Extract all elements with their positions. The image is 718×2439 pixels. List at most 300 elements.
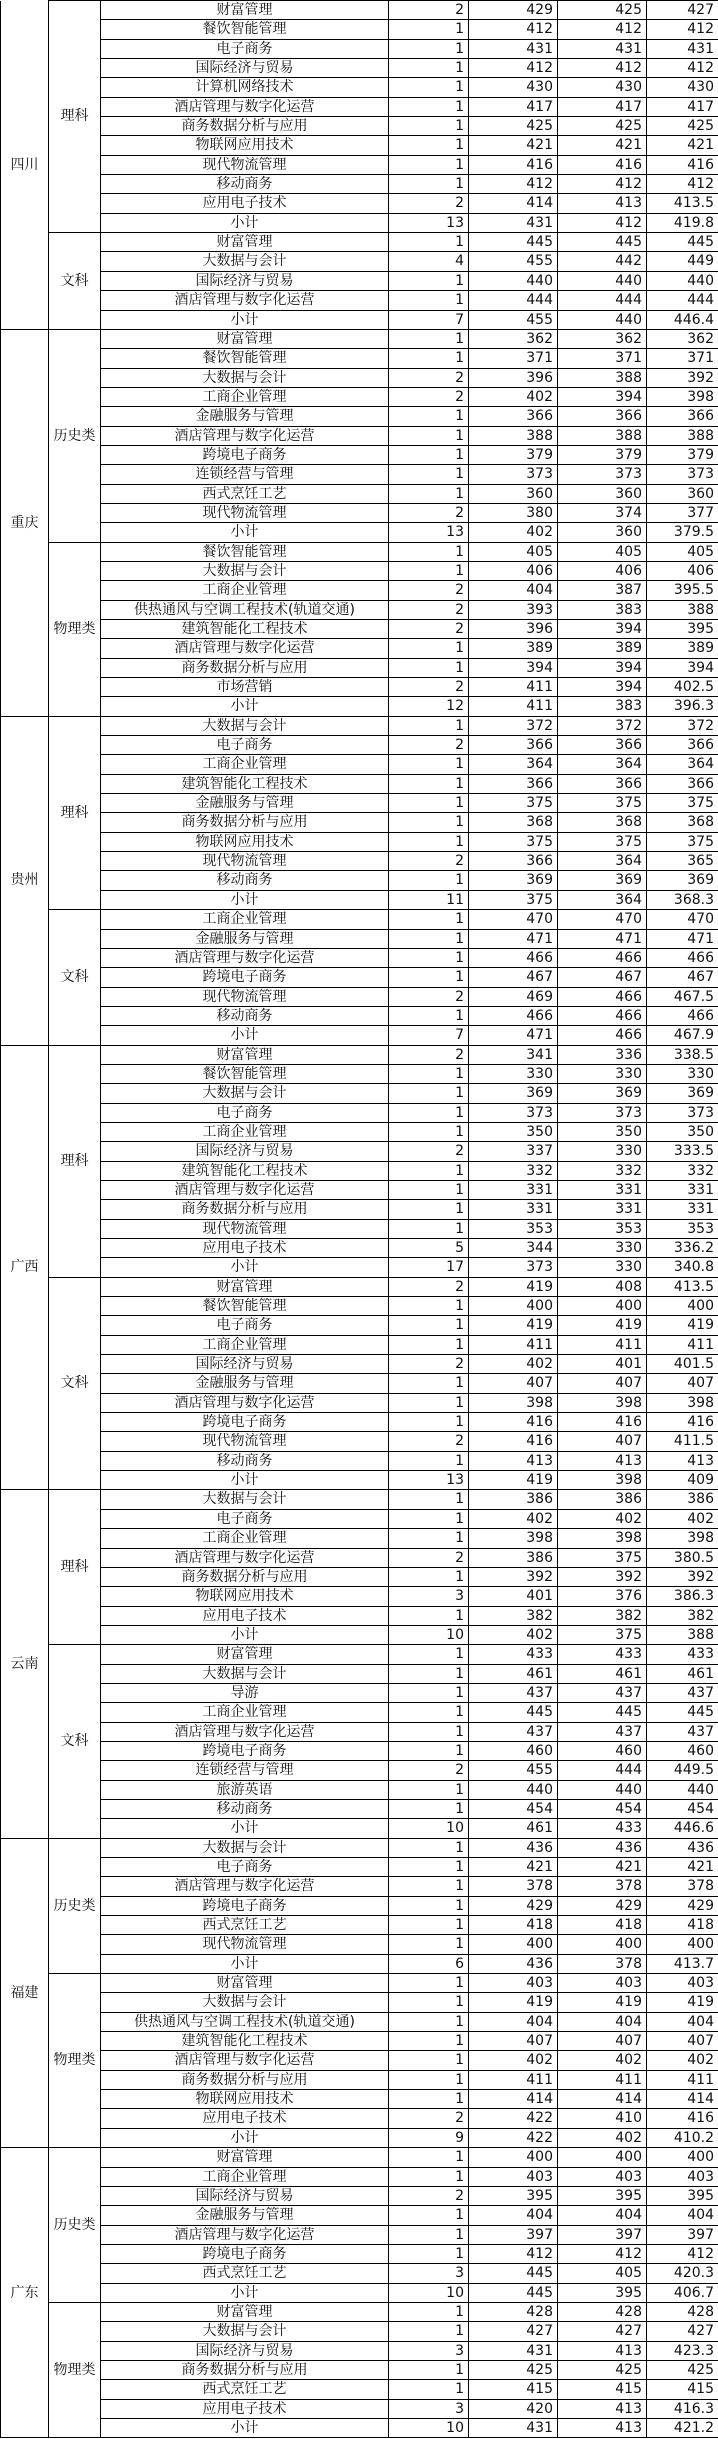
subtotal-row (1, 1471, 718, 1490)
avg-score-cell: 461 (647, 1664, 718, 1683)
table-row (1, 716, 718, 735)
major-cell: 跨境电子商务 (101, 968, 389, 987)
table-row (1, 1316, 718, 1335)
table-row (1, 97, 718, 116)
subject-cell: 历史类 (49, 329, 101, 542)
table-row (1, 136, 718, 155)
min-score-cell: 364 (558, 755, 647, 774)
avg-score-cell: 419.8 (647, 213, 718, 232)
major-cell: 工商企业管理 (101, 2167, 389, 2186)
subtotal-row (1, 310, 718, 329)
avg-score-cell: 372 (647, 716, 718, 735)
min-score-cell: 466 (558, 987, 647, 1006)
major-cell: 西式烹饪工艺 (101, 484, 389, 503)
min-score-cell: 366 (558, 736, 647, 755)
count-cell: 1 (389, 1200, 469, 1219)
count-cell: 1 (389, 1006, 469, 1025)
max-score-cell: 411 (469, 678, 558, 697)
max-score-cell: 368 (469, 813, 558, 832)
major-cell: 商务数据分析与应用 (101, 1567, 389, 1586)
table-row (1, 987, 718, 1006)
table-row (1, 78, 718, 97)
max-score-cell: 337 (469, 1142, 558, 1161)
count-cell: 10 (389, 2418, 469, 2437)
avg-score-cell: 416.3 (647, 2399, 718, 2418)
major-cell: 大数据与会计 (101, 1664, 389, 1683)
min-score-cell: 440 (558, 1780, 647, 1799)
max-score-cell: 440 (469, 271, 558, 290)
avg-score-cell: 375 (647, 794, 718, 813)
avg-score-cell: 416 (647, 2109, 718, 2128)
max-score-cell: 366 (469, 852, 558, 871)
count-cell: 13 (389, 213, 469, 232)
major-cell: 跨境电子商务 (101, 1896, 389, 1915)
table-row (1, 1006, 718, 1025)
max-score-cell: 369 (469, 1084, 558, 1103)
avg-score-cell: 433 (647, 1645, 718, 1664)
min-score-cell: 398 (558, 1529, 647, 1548)
avg-score-cell: 425 (647, 2360, 718, 2379)
avg-score-cell: 379 (647, 445, 718, 464)
count-cell: 1 (389, 2380, 469, 2399)
avg-score-cell: 382 (647, 1606, 718, 1625)
min-score-cell: 407 (558, 1374, 647, 1393)
count-cell: 1 (389, 1529, 469, 1548)
table-row (1, 484, 718, 503)
major-cell: 供热通风与空调工程技术(轨道交通) (101, 2012, 389, 2031)
major-cell: 移动商务 (101, 175, 389, 194)
max-score-cell: 392 (469, 1567, 558, 1586)
min-score-cell: 470 (558, 910, 647, 929)
min-score-cell: 417 (558, 97, 647, 116)
avg-score-cell: 411 (647, 2070, 718, 2089)
max-score-cell: 407 (469, 2032, 558, 2051)
max-score-cell: 431 (469, 2418, 558, 2437)
max-score-cell: 466 (469, 948, 558, 967)
max-score-cell: 437 (469, 1722, 558, 1741)
count-cell: 2 (389, 2186, 469, 2205)
subject-cell: 文科 (49, 910, 101, 1045)
avg-score-cell: 440 (647, 271, 718, 290)
max-score-cell: 412 (469, 59, 558, 78)
major-cell: 酒店管理与数字化运营 (101, 1722, 389, 1741)
max-score-cell: 331 (469, 1200, 558, 1219)
max-score-cell: 421 (469, 136, 558, 155)
avg-score-cell: 402.5 (647, 678, 718, 697)
table-row (1, 1239, 718, 1258)
avg-score-cell: 419 (647, 1993, 718, 2012)
max-score-cell: 373 (469, 465, 558, 484)
min-score-cell: 330 (558, 1258, 647, 1277)
table-row (1, 2206, 718, 2225)
count-cell: 1 (389, 136, 469, 155)
table-row (1, 1722, 718, 1741)
min-score-cell: 375 (558, 832, 647, 851)
count-cell: 2 (389, 368, 469, 387)
min-score-cell: 404 (558, 2012, 647, 2031)
avg-score-cell: 332 (647, 1161, 718, 1180)
min-score-cell: 360 (558, 484, 647, 503)
count-cell: 1 (389, 2148, 469, 2167)
avg-score-cell: 392 (647, 1567, 718, 1586)
count-cell: 2 (389, 1355, 469, 1374)
avg-score-cell: 415 (647, 2380, 718, 2399)
count-cell: 13 (389, 1471, 469, 1490)
avg-score-cell: 449.5 (647, 1761, 718, 1780)
max-score-cell: 428 (469, 2302, 558, 2321)
max-score-cell: 380 (469, 503, 558, 522)
max-score-cell: 330 (469, 1064, 558, 1083)
major-cell: 跨境电子商务 (101, 1741, 389, 1760)
min-score-cell: 412 (558, 20, 647, 39)
max-score-cell: 341 (469, 1045, 558, 1064)
max-score-cell: 420 (469, 2399, 558, 2418)
major-cell: 工商企业管理 (101, 387, 389, 406)
count-cell: 1 (389, 78, 469, 97)
table-row (1, 2051, 718, 2070)
avg-score-cell: 419 (647, 1316, 718, 1335)
max-score-cell: 416 (469, 1432, 558, 1451)
table-row (1, 2148, 718, 2167)
count-cell: 1 (389, 561, 469, 580)
table-row (1, 678, 718, 697)
avg-score-cell: 412 (647, 20, 718, 39)
min-score-cell: 411 (558, 2070, 647, 2089)
count-cell: 1 (389, 910, 469, 929)
count-cell: 1 (389, 755, 469, 774)
table-row (1, 2090, 718, 2109)
count-cell: 1 (389, 948, 469, 967)
avg-score-cell: 350 (647, 1122, 718, 1141)
max-score-cell: 332 (469, 1161, 558, 1180)
min-score-cell: 375 (558, 794, 647, 813)
min-score-cell: 376 (558, 1587, 647, 1606)
major-cell: 应用电子技术 (101, 2399, 389, 2418)
min-score-cell: 412 (558, 175, 647, 194)
avg-score-cell: 405 (647, 542, 718, 561)
avg-score-cell: 427 (647, 2322, 718, 2341)
major-cell: 国际经济与贸易 (101, 271, 389, 290)
major-cell: 工商企业管理 (101, 1529, 389, 1548)
major-cell: 移动商务 (101, 1006, 389, 1025)
major-cell: 大数据与会计 (101, 1993, 389, 2012)
table-row (1, 465, 718, 484)
count-cell: 1 (389, 1490, 469, 1509)
major-cell: 小计 (101, 1026, 389, 1045)
avg-score-cell: 421 (647, 136, 718, 155)
major-cell: 建筑智能化工程技术 (101, 620, 389, 639)
count-cell: 1 (389, 1916, 469, 1935)
count-cell: 17 (389, 1258, 469, 1277)
max-score-cell: 454 (469, 1799, 558, 1818)
count-cell: 2 (389, 1045, 469, 1064)
major-cell: 应用电子技术 (101, 2109, 389, 2128)
avg-score-cell: 389 (647, 639, 718, 658)
table-row (1, 2322, 718, 2341)
min-score-cell: 398 (558, 1471, 647, 1490)
max-score-cell: 407 (469, 1374, 558, 1393)
max-score-cell: 375 (469, 794, 558, 813)
table-row (1, 1529, 718, 1548)
major-cell: 大数据与会计 (101, 1084, 389, 1103)
min-score-cell: 413 (558, 2418, 647, 2437)
avg-score-cell: 436 (647, 1838, 718, 1857)
max-score-cell: 366 (469, 407, 558, 426)
count-cell: 1 (389, 271, 469, 290)
avg-score-cell: 413.5 (647, 194, 718, 213)
avg-score-cell: 353 (647, 1219, 718, 1238)
min-score-cell: 466 (558, 1006, 647, 1025)
count-cell: 1 (389, 1877, 469, 1896)
min-score-cell: 419 (558, 1316, 647, 1335)
count-cell: 1 (389, 2051, 469, 2070)
count-cell: 2 (389, 620, 469, 639)
max-score-cell: 411 (469, 697, 558, 716)
avg-score-cell: 362 (647, 329, 718, 348)
min-score-cell: 331 (558, 1200, 647, 1219)
min-score-cell: 402 (558, 1509, 647, 1528)
avg-score-cell: 467 (647, 968, 718, 987)
major-cell: 大数据与会计 (101, 1838, 389, 1857)
avg-score-cell: 429 (647, 1896, 718, 1915)
table-row (1, 271, 718, 290)
province-cell: 重庆 (1, 329, 49, 716)
avg-score-cell: 431 (647, 39, 718, 58)
major-cell: 工商企业管理 (101, 1122, 389, 1141)
count-cell: 1 (389, 1645, 469, 1664)
table-row (1, 658, 718, 677)
major-cell: 移动商务 (101, 1799, 389, 1818)
avg-score-cell: 467.9 (647, 1026, 718, 1045)
table-row (1, 1858, 718, 1877)
table-row (1, 1219, 718, 1238)
major-cell: 西式烹饪工艺 (101, 2264, 389, 2283)
avg-score-cell: 411 (647, 1335, 718, 1354)
max-score-cell: 400 (469, 1297, 558, 1316)
major-cell: 酒店管理与数字化运营 (101, 97, 389, 116)
min-score-cell: 408 (558, 1277, 647, 1296)
min-score-cell: 330 (558, 1239, 647, 1258)
table-row (1, 1, 718, 20)
major-cell: 物联网应用技术 (101, 832, 389, 851)
table-row (1, 1838, 718, 1857)
count-cell: 1 (389, 2225, 469, 2244)
avg-score-cell: 403 (647, 2167, 718, 2186)
count-cell: 1 (389, 2167, 469, 2186)
avg-score-cell: 445 (647, 1703, 718, 1722)
avg-score-cell: 406 (647, 561, 718, 580)
count-cell: 2 (389, 503, 469, 522)
avg-score-cell: 397 (647, 2225, 718, 2244)
count-cell: 1 (389, 2302, 469, 2321)
table-row (1, 1374, 718, 1393)
major-cell: 小计 (101, 2283, 389, 2302)
subtotal-row (1, 1026, 718, 1045)
table-row (1, 2012, 718, 2031)
table-row (1, 1567, 718, 1586)
min-score-cell: 403 (558, 2167, 647, 2186)
max-score-cell: 418 (469, 1916, 558, 1935)
table-row (1, 39, 718, 58)
min-score-cell: 368 (558, 813, 647, 832)
max-score-cell: 422 (469, 2109, 558, 2128)
avg-score-cell: 416 (647, 1413, 718, 1432)
max-score-cell: 429 (469, 1896, 558, 1915)
count-cell: 1 (389, 1413, 469, 1432)
avg-score-cell: 364 (647, 755, 718, 774)
min-score-cell: 442 (558, 252, 647, 271)
major-cell: 电子商务 (101, 1858, 389, 1877)
count-cell: 1 (389, 1180, 469, 1199)
min-score-cell: 413 (558, 2341, 647, 2360)
count-cell: 2 (389, 736, 469, 755)
max-score-cell: 412 (469, 2244, 558, 2263)
major-cell: 财富管理 (101, 329, 389, 348)
count-cell: 1 (389, 716, 469, 735)
avg-score-cell: 471 (647, 929, 718, 948)
count-cell: 1 (389, 1064, 469, 1083)
major-cell: 现代物流管理 (101, 1432, 389, 1451)
count-cell: 1 (389, 59, 469, 78)
table-row (1, 1645, 718, 1664)
subtotal-row (1, 523, 718, 542)
subtotal-row (1, 2128, 718, 2147)
min-score-cell: 369 (558, 1084, 647, 1103)
subtotal-row (1, 890, 718, 909)
count-cell: 1 (389, 407, 469, 426)
min-score-cell: 389 (558, 639, 647, 658)
major-cell: 现代物流管理 (101, 852, 389, 871)
subtotal-row (1, 2283, 718, 2302)
max-score-cell: 398 (469, 1529, 558, 1548)
major-cell: 商务数据分析与应用 (101, 1200, 389, 1219)
min-score-cell: 397 (558, 2225, 647, 2244)
avg-score-cell: 430 (647, 78, 718, 97)
avg-score-cell: 412 (647, 175, 718, 194)
avg-score-cell: 454 (647, 1799, 718, 1818)
count-cell: 2 (389, 678, 469, 697)
count-cell: 1 (389, 1374, 469, 1393)
major-cell: 餐饮智能管理 (101, 349, 389, 368)
max-score-cell: 369 (469, 871, 558, 890)
min-score-cell: 402 (558, 2128, 647, 2147)
max-score-cell: 401 (469, 1587, 558, 1606)
major-cell: 电子商务 (101, 39, 389, 58)
min-score-cell: 386 (558, 1490, 647, 1509)
min-score-cell: 425 (558, 2360, 647, 2379)
count-cell: 2 (389, 1761, 469, 1780)
subject-cell: 物理类 (49, 2302, 101, 2437)
major-cell: 酒店管理与数字化运营 (101, 291, 389, 310)
max-score-cell: 461 (469, 1819, 558, 1838)
major-cell: 电子商务 (101, 1103, 389, 1122)
table-row (1, 1606, 718, 1625)
subject-cell: 文科 (49, 1645, 101, 1838)
major-cell: 金融服务与管理 (101, 2206, 389, 2225)
max-score-cell: 471 (469, 929, 558, 948)
max-score-cell: 431 (469, 39, 558, 58)
max-score-cell: 366 (469, 736, 558, 755)
max-score-cell: 404 (469, 581, 558, 600)
count-cell: 2 (389, 581, 469, 600)
min-score-cell: 375 (558, 1625, 647, 1644)
table-row (1, 2360, 718, 2379)
table-row (1, 2341, 718, 2360)
count-cell: 1 (389, 1664, 469, 1683)
major-cell: 酒店管理与数字化运营 (101, 2051, 389, 2070)
table-row (1, 407, 718, 426)
count-cell: 2 (389, 987, 469, 1006)
major-cell: 国际经济与贸易 (101, 59, 389, 78)
avg-score-cell: 421.2 (647, 2418, 718, 2437)
max-score-cell: 445 (469, 2283, 558, 2302)
max-score-cell: 444 (469, 291, 558, 310)
subject-cell: 历史类 (49, 2148, 101, 2303)
avg-score-cell: 403 (647, 1974, 718, 1993)
min-score-cell: 429 (558, 1896, 647, 1915)
major-cell: 酒店管理与数字化运营 (101, 1180, 389, 1199)
count-cell: 1 (389, 97, 469, 116)
table-row (1, 581, 718, 600)
min-score-cell: 440 (558, 271, 647, 290)
max-score-cell: 353 (469, 1219, 558, 1238)
subject-cell: 理科 (49, 716, 101, 909)
max-score-cell: 429 (469, 1, 558, 20)
subject-cell: 物理类 (49, 1974, 101, 2148)
avg-score-cell: 331 (647, 1200, 718, 1219)
max-score-cell: 416 (469, 155, 558, 174)
max-score-cell: 436 (469, 1954, 558, 1973)
min-score-cell: 395 (558, 2283, 647, 2302)
table-row (1, 794, 718, 813)
max-score-cell: 389 (469, 639, 558, 658)
avg-score-cell: 466 (647, 948, 718, 967)
max-score-cell: 375 (469, 832, 558, 851)
min-score-cell: 415 (558, 2380, 647, 2399)
avg-score-cell: 368 (647, 813, 718, 832)
min-score-cell: 460 (558, 1741, 647, 1760)
table-row (1, 1277, 718, 1296)
major-cell: 小计 (101, 523, 389, 542)
major-cell: 现代物流管理 (101, 987, 389, 1006)
max-score-cell: 402 (469, 523, 558, 542)
count-cell: 2 (389, 1142, 469, 1161)
max-score-cell: 431 (469, 213, 558, 232)
major-cell: 西式烹饪工艺 (101, 2380, 389, 2399)
max-score-cell: 403 (469, 2167, 558, 2186)
major-cell: 财富管理 (101, 233, 389, 252)
table-row (1, 1877, 718, 1896)
major-cell: 大数据与会计 (101, 2322, 389, 2341)
table-row (1, 1935, 718, 1954)
count-cell: 2 (389, 194, 469, 213)
table-row (1, 194, 718, 213)
count-cell: 2 (389, 600, 469, 619)
min-score-cell: 414 (558, 2090, 647, 2109)
avg-score-cell: 404 (647, 2012, 718, 2031)
min-score-cell: 445 (558, 1703, 647, 1722)
avg-score-cell: 333.5 (647, 1142, 718, 1161)
count-cell: 1 (389, 1451, 469, 1470)
count-cell: 5 (389, 1239, 469, 1258)
count-cell: 1 (389, 155, 469, 174)
min-score-cell: 364 (558, 890, 647, 909)
major-cell: 酒店管理与数字化运营 (101, 639, 389, 658)
max-score-cell: 466 (469, 1006, 558, 1025)
min-score-cell: 378 (558, 1954, 647, 1973)
count-cell: 1 (389, 1606, 469, 1625)
avg-score-cell: 366 (647, 736, 718, 755)
